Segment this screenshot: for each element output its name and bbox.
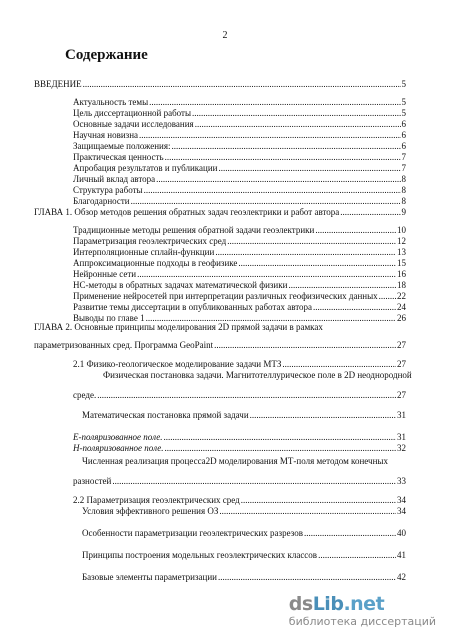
toc-entry[interactable]: Условия эффективного решения ОЗ ..... 34 [82,506,406,517]
toc-entry[interactable]: НС-методы в обратных задачах математической физики ..... 18 [73,280,406,291]
toc-entry[interactable]: Аппроксимационные подходы в геофизике ..... 15 [73,258,406,269]
toc-entry[interactable]: Интерполяционные сплайн-функции ..... 13 [73,247,406,258]
toc-entry[interactable]: Особенности параметризации геоэлектрических разрезов ..... 40 [82,528,406,539]
toc-entry[interactable]: Принципы построения модельных геоэлектрических классов ..... 41 [82,550,406,561]
toc-entry[interactable]: Защищаемые положения: ..... 6 [73,141,406,152]
toc-entry-chapter-2[interactable]: параметризованных сред. Программа GeoPaint ..... 27 [34,340,406,351]
toc-entry-section-2-1[interactable]: 2.1 Физико-геологическое моделирование задачи МТЗ ..... 27 [73,359,406,370]
toc-entry[interactable]: Базовые элементы параметризации ..... 42 [82,572,406,583]
toc-entry[interactable]: Цель диссертационной работы ..... 5 [73,108,406,119]
toc-entry-e-polarization[interactable]: E-поляризованное поле. ..... 31 [73,432,406,443]
toc-entry-physical-statement-line1[interactable]: Физическая постановка задачи. Магнитотеллурическое поле в 2D неоднородной [103,370,412,380]
toc-entry-numerical[interactable]: разностей ..... 33 [73,476,406,487]
toc-entry[interactable]: Актуальность темы ..... 5 [73,97,406,108]
toc-entry-h-polarization[interactable]: H-поляризованное поле. ..... 32 [73,443,406,454]
watermark-logo[interactable] [289,593,436,628]
toc-entry-chapter-1[interactable]: ГЛАВА 1. Обзор методов решения обратных задач геоэлектрики и работ автора ..... 9 [34,207,406,218]
toc-entry[interactable]: Благодарности ..... 8 [73,196,406,207]
dslib-logo: dsLib.net [288,593,385,615]
toc-entry[interactable]: Апробация результатов и публикации ..... 7 [73,163,406,174]
toc-entry[interactable]: Выводы по главе 1 ..... 26 [73,313,406,324]
toc-entry[interactable]: Математическая постановка прямой задачи ..... 31 [82,410,406,421]
toc-entry[interactable]: Научная новизна ..... 6 [73,130,406,141]
watermark-caption: библиотека диссертаций [288,615,436,628]
toc-entry[interactable]: Развитие темы диссертации в опубликованных работах автора ..... 24 [73,302,406,313]
toc-entry-chapter-2-line1[interactable]: ГЛАВА 2. Основные принципы моделирования 2D прямой задачи в рамках [34,322,323,332]
toc-entry[interactable]: Параметризация геоэлектрических сред ..... 12 [73,236,406,247]
toc-entry[interactable]: Традиционные методы решения обратной задачи геоэлектрики ..... 10 [73,225,406,236]
toc-entry-section-2-2[interactable]: 2.2 Параметризация геоэлектрических сред ..... 34 [73,495,406,506]
toc-entry[interactable]: Основные задачи исследования ..... 6 [73,119,406,130]
page-title: Содержание [65,47,148,63]
toc-entry[interactable]: Применение нейросетей при интерпретации различных геофизических данных ..... 22 [73,291,406,302]
toc-entry[interactable]: Личный вклад автора ..... 8 [73,174,406,185]
toc-entry-introduction[interactable]: ВВЕДЕНИЕ ..... 5 [34,79,406,90]
toc-entry[interactable]: Нейронные сети ..... 16 [73,269,406,280]
toc-entry-physical-statement[interactable]: среде. ..... 27 [73,390,406,401]
toc-entry[interactable]: Структура работы ..... 8 [73,185,406,196]
toc-entry[interactable]: Практическая ценность ..... 7 [73,152,406,163]
page-number: 2 [222,30,228,41]
toc-entry-numerical-line1[interactable]: Численная реализация процесса2D моделирования МТ-поля методом конечных [82,456,388,466]
